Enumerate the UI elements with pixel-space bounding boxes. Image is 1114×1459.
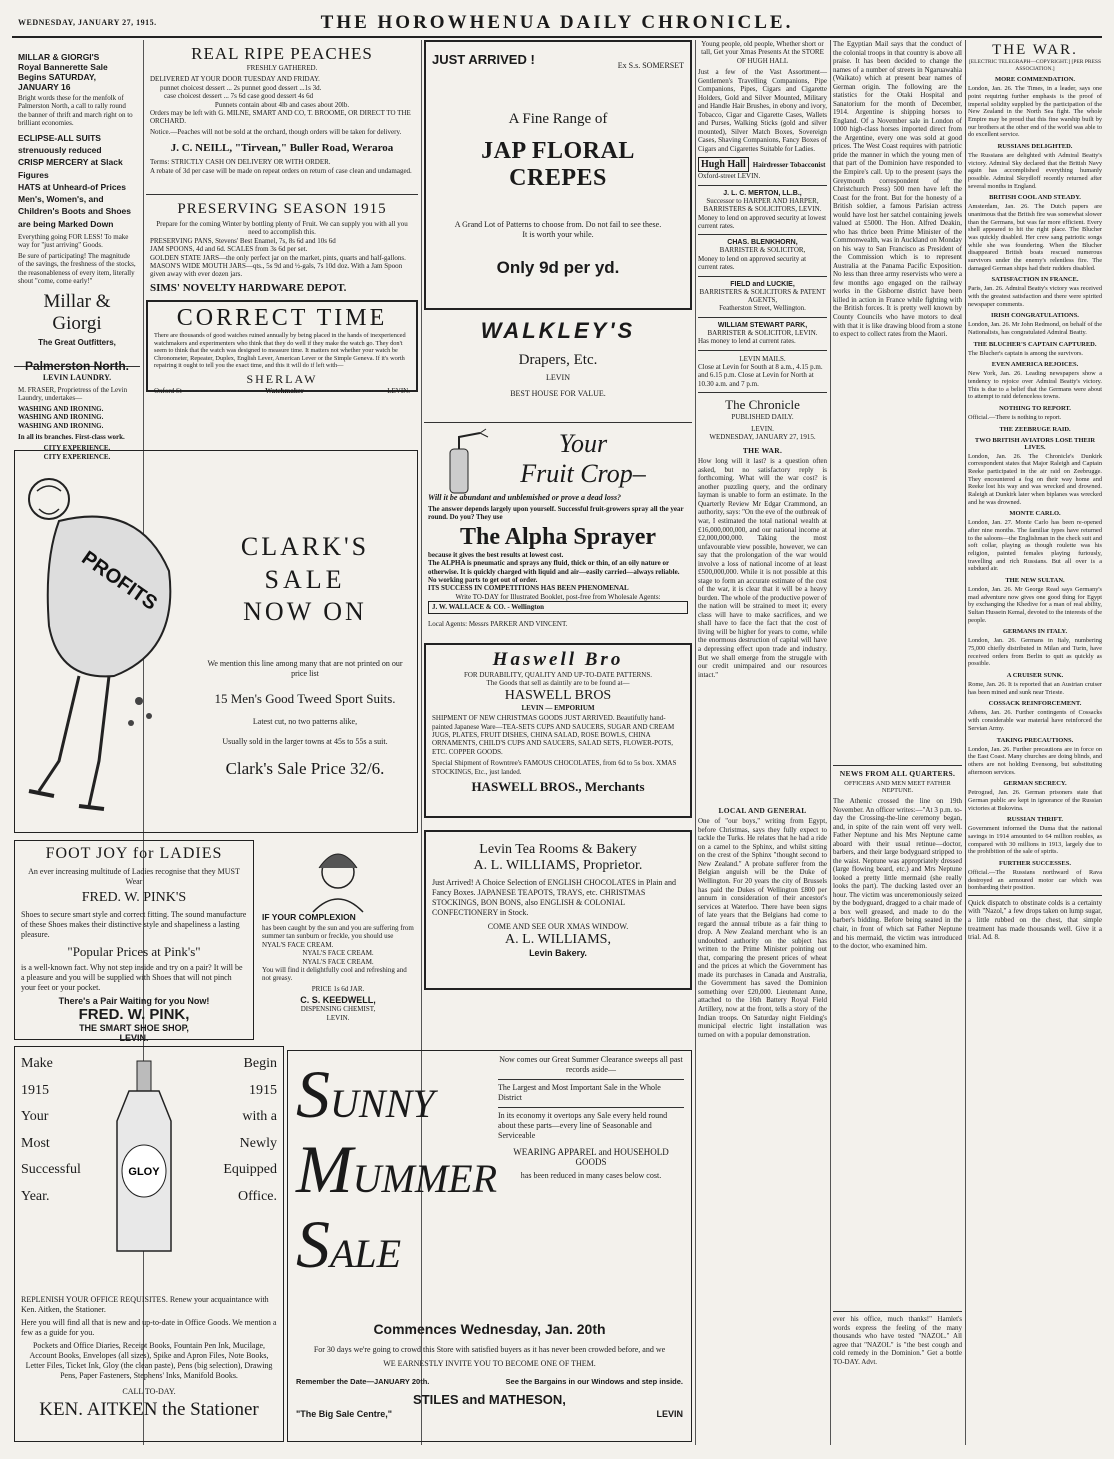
merton-name: J. L. C. MERTON, LL.B.,: [723, 189, 802, 197]
just-arrived: JUST ARRIVED !: [432, 52, 535, 67]
clarks-copy: [205, 531, 405, 779]
millar-sale: Royal Bannerette Sale: [18, 62, 108, 72]
millar-giorgi-ad: [14, 40, 140, 374]
clarks-latest: Latest cut, no two patterns alike,: [252, 716, 358, 726]
walkley-best: BEST HOUSE FOR VALUE.: [510, 389, 606, 398]
sunny-invite: WE EARNESTLY INVITE YOU TO BECOME ONE OF THEM.: [383, 1359, 596, 1368]
office-line2: Here you will find all that is new and up-to-date in Office Goods. We mention a few as a guide for you.: [21, 1318, 277, 1337]
ship-name: Ex S.s. SOMERSET: [617, 61, 684, 70]
peaches-ad: [146, 40, 418, 188]
clarks-sale-ad: [14, 450, 418, 833]
hugh-hall-addr: Oxford-street LEVIN.: [698, 172, 761, 181]
alpha-name: The Alpha Sprayer: [459, 523, 657, 550]
correct-time-footer: [154, 387, 410, 395]
news-quarters-body: The Athenic crossed the line on 19th November. An officer writes:—"At 3 p.m. to-day the Crossing-the-line ceremony began, and, in spite of the rain went off very well. Father Neptune and his Mrs Neptune came aboard with their usual retinue—doctor, barbers, and their large bodyguard stripped to the waist. Neptune was appropriately dressed (large flowing beard, etc.) and Mrs Neptune looked a pretty little mermaid (she really looks the part). The ducking lasted over an hour. The victim was unceremoniously seized by the bodyguard, dragged to a chair made of a box well greased, and made to do the barber's bidding. Before being seated in the chair, in front of which sat Father Neptune and his mermaid, the victim was introduced to the doctor, who examined him.: [833, 797, 962, 951]
laundry-line: WASHING AND IRONING.: [18, 413, 104, 422]
sunny-r1: Now comes our Great Summer Clearance sweeps all past records aside—: [499, 1055, 683, 1074]
sunny-r5: has been reduced in many cases below cost.: [520, 1171, 662, 1180]
preserving-intro: Prepare for the coming Winter by bottling plenty of Fruit. We can supply you with all you need to accomplish this.: [156, 220, 408, 237]
war-item-body: New York, Jan. 26. Leading newspapers show a tendency to rejoice over Admiral Beatty's victory. This is due to a belief that the Germans were about to attempt to raid defenceless towns.: [968, 370, 1102, 401]
war-item-body: London, Jan. 26. The Times, in a leader, says one point requiring further emphasis is the proof of imperial solidity supplied by the participation of the New Zealand in the North Sea fight. The whole Empire may be proud that this fine warship built by our brothers at the other end of the world was able to do excellent service.: [968, 85, 1102, 139]
masthead-title: THE HOROWHENUA DAILY CHRONICLE.: [320, 12, 794, 33]
divider: [698, 276, 827, 277]
local-general-head: LOCAL AND GENERAL: [718, 806, 807, 816]
sprayer-illustration: [430, 431, 490, 501]
laundry-head: LEVIN LAUNDRY.: [42, 373, 112, 382]
lady-portrait-illustration: [303, 842, 373, 912]
tea-body: Just Arrived! A Choice Selection of ENGLISH CHOCOLATES in Plain and Fancy Boxes. JAPANESE TEAPOTS, TRAYS, etc. CHRISTMAS STOCKINGS, BON BONS, also ENGLISH & COLONIAL CONFECTIONERY in Stock.: [432, 878, 676, 917]
footjoy-shop: THE SMART SHOE SHOP,: [79, 1023, 189, 1033]
column-5: [833, 40, 962, 1445]
summer-ummer: UMMER: [352, 1155, 498, 1201]
chronicle-sub: PUBLISHED DAILY.: [731, 413, 794, 422]
footjoy-title: FOOT JOY for LADIES: [45, 845, 223, 862]
war-items: [968, 76, 1102, 892]
correct-time-town: LEVIN.: [387, 386, 410, 395]
sunny-centre: "The Big Sale Centre,": [296, 1409, 393, 1419]
correct-time-name: SHERLAW: [246, 371, 318, 386]
war-item-body: Official.—The Russians northward of Rava destroyed an armoured motor car which was bombarding their position.: [968, 868, 1102, 892]
office-right-line: Begin: [243, 1056, 277, 1071]
chronicle-levin: LEVIN.: [751, 424, 774, 433]
stewart-park-role: BARRISTER & SOLICITOR, LEVIN.: [707, 328, 818, 337]
laundry-branches: In all its branches. First-class work.: [18, 432, 125, 441]
office-right-line: Office.: [238, 1188, 277, 1204]
millar-item: HATS at Unheard-of Prices: [18, 181, 127, 192]
mails-head: LEVIN MAILS.: [739, 354, 786, 363]
crepes-patterns: A Grand Lot of Patterns to choose from. Do not fail to see these. It is worth your while.: [454, 220, 662, 239]
office-left-line: Most: [21, 1135, 50, 1151]
fruit-title2: Fruit Crop–: [520, 459, 646, 488]
office-left: [21, 1051, 91, 1291]
sunny-firm: STILES and MATHESON,: [413, 1392, 566, 1407]
column-3: [424, 40, 692, 1040]
fruit-question: Will it be abundant and unblemished or prove a dead loss?: [428, 493, 622, 502]
haswell-special: Special Shipment of Rowntree's FAMOUS CHOCOLATES, from 6d to 5s box. XMAS STOCKINGS, Etc., just landed.: [432, 759, 677, 776]
haswell-name: HASWELL BROS: [504, 687, 612, 703]
news-quarters-head: NEWS FROM ALL QUARTERS.: [833, 765, 962, 778]
war-item-head: RUSSIANS DELIGHTED.: [997, 142, 1073, 150]
correct-time-role: Watchmaker: [265, 386, 304, 395]
sunny-line: [296, 1057, 496, 1132]
sunny-days: For 30 days we're going to crowd this Store with satisfied buyers as it has never been crowded before, and we: [313, 1345, 666, 1354]
war-item-body: London, Jan. 26. Further precautions are in force on the East Coast. Many churches are doing blinds, and others are not holding Evensong, but substituting afternoon services.: [968, 745, 1102, 776]
mails-body: Close at Levin for South at 8 a.m., 4.15 p.m. and 6.15 p.m. Close at Levin for North at 10.30 a.m. and 7 p.m.: [698, 362, 823, 388]
walkley-drapers: Drapers, Etc.: [518, 352, 598, 368]
war-item-body: Petrograd, Jan. 26. German prisoners state that German public are kept in ignorance of the Russian victories at Bukovina.: [968, 789, 1102, 812]
alpha-body: The ALPHA is pneumatic and sprays any fluid, thick or thin, of an oily nature or otherwise. It is quickly charged with liquid and air—easily carried—always reliable. No working parts to get out of order.: [428, 559, 680, 584]
hugh-hall-name: Hugh Hall: [698, 157, 749, 172]
war-item-body: Rome, Jan. 26. It is reported that an Austrian cruiser has been mined and sunk near Trieste.: [968, 681, 1102, 696]
divider: [698, 185, 827, 186]
profits-illustration: [19, 461, 189, 821]
footjoy-ad: [14, 840, 254, 1043]
office-right-line: Newly: [239, 1135, 277, 1151]
war-item-body: The Blucher's captain is among the survivors.: [968, 349, 1083, 357]
divider: [698, 350, 827, 351]
sunny-summer-sale-ad: [287, 1050, 692, 1442]
profits-word: PROFITS: [77, 546, 162, 615]
walkley-name: WALKLEY'S: [480, 318, 636, 343]
war-item-body: Paris, Jan. 26. Admiral Beatty's victory was received with the greatest satisfaction and there were spirited newspaper comments.: [968, 285, 1102, 308]
sunny-commences: Commences Wednesday, Jan. 20th: [373, 1321, 606, 1337]
correct-time-title: CORRECT TIME: [176, 305, 388, 331]
complexion-name: C. S. KEEDWELL,: [300, 995, 376, 1006]
field-luckie-role: BARRISTERS & SOLICITORS & PATENT AGENTS,: [699, 287, 826, 304]
preserving-depot: SIMS' NOVELTY HARDWARE DEPOT.: [150, 281, 347, 294]
clarks-l3: NOW ON: [243, 597, 367, 626]
war-item-head: RUSSIAN THRIFT.: [1006, 816, 1064, 824]
war-item-body: London, Jan. 26. Mr John Redmond, on behalf of the Nationalists, has congratulated Admiral Beatty.: [968, 321, 1102, 336]
column-rule: [965, 40, 966, 1445]
editorial-head: THE WAR.: [742, 446, 783, 456]
sunny-r3: In its economy it overtops any Sale every held round about these parts—every line of Seasonable and Serviceable: [498, 1107, 684, 1141]
footjoy-town: LEVIN.: [119, 1033, 149, 1043]
war-item-body: Amsterdam, Jan. 26. The Dutch papers are unanimous that the British fire was somewhat slower than the Germans, but was far more efficient. Every shell appeared to hit the right place. The Blucher was quickly disabled. Her crew sang patriotic songs while she was foundering. When the Blucher disappeared British boats rescued numerous survivors under the enemy's relentless fire. The damaged German ships had their rudders disabled.: [968, 203, 1102, 272]
war-item-body: London, Jan. 26. Germans in Italy, numbering 75,000 chiefly distributed in Milan and Turin, have received orders from Berlin to quit as quickly as possible.: [968, 637, 1102, 668]
war-item-head: FURTHER SUCCESSES.: [998, 859, 1071, 867]
office-left-line: 1915: [21, 1082, 49, 1098]
war-item-body: The Russians are delighted with Admiral Beatty's victory. Admiral Sky declared that the British Navy again has accomplished everything humanly possible. Admiral Skrydloff recently returned after several months in England.: [968, 151, 1102, 190]
war-item-body: Government informed the Duma that the national savings in 1914 amounted to 64 million roubles, as compared with 30 millions in 1913, largely due to the prohibition of the sale of spirits.: [968, 825, 1102, 856]
haswell-body: SHIPMENT OF NEW CHRISTMAS GOODS JUST ARRIVED. Beautifully hand-painted Japanese Ware—TEA-SETS CUPS AND SAUCERS, SUGAR AND CREAM JUGS, PLATES, FRUIT DISHES, CHINA SALAD, ROSE BOWLS, CHINA ORNAMENTS, CHILD'S CUPS AND SAUCERS, SALAD SETS, FLOWER-POTS, ETC. COPPER GOODS.: [432, 714, 675, 756]
war-item-body: London, Jan. 26. Mr George Read says Germany's mad adventure now gives one good thing for Egypt by exchanging the Khedive for a man of real ability, Sultan Hussein Kemal, devoted to the interests of the people.: [968, 586, 1102, 624]
walkley-levin: LEVIN: [546, 373, 570, 382]
office-top: [21, 1051, 277, 1291]
war-item-head: THE NEW SULTAN.: [1005, 577, 1065, 585]
divider: [146, 194, 418, 195]
chronicle-title: The Chronicle: [725, 397, 800, 413]
office-left-line: Your: [21, 1109, 49, 1125]
sunny-bottom: [296, 1321, 683, 1419]
column-rule: [695, 40, 696, 1445]
sale-line: [296, 1207, 496, 1282]
correct-time-address: Oxford St: [154, 386, 182, 395]
peaches-notice: Notice.—Peaches will not be sold at the orchard, though orders will be taken for delivery.: [150, 127, 402, 136]
sunny-see: See the Bargains in our Windows and step inside.: [505, 1377, 683, 1386]
office-line1: REPLENISH YOUR OFFICE REQUISITES. Renew your acquaintance with Ken. Aitken, the Stationer.: [21, 1295, 269, 1314]
chronicle-date: WEDNESDAY, JANUARY 27, 1915.: [709, 432, 816, 441]
office-right: [197, 1051, 277, 1291]
office-right-line: Equipped: [223, 1162, 277, 1178]
preserving-line: PRESERVING PANS, Stevens' Best Enamel, 7s, 8s 6d and 10s 6d: [150, 236, 336, 245]
sunny-town: LEVIN: [656, 1409, 683, 1419]
war-item-head: BRITISH COOL AND STEADY.: [989, 194, 1081, 202]
office-call: CALL TO-DAY.: [122, 1387, 176, 1396]
office-right-line: 1915: [249, 1082, 277, 1098]
sunny-letters: [296, 1057, 496, 1281]
millar-head: MILLAR & GIORGI'S: [18, 52, 100, 62]
walkley-ad: [424, 316, 692, 416]
war-title: THE WAR.: [992, 42, 1078, 58]
war-item-head: TWO BRITISH AVIATORS LOSE THEIR LIVES.: [974, 436, 1096, 451]
war-item-head: IRISH CONGRATULATIONS.: [991, 312, 1079, 320]
summer-line: [296, 1132, 496, 1207]
divider: [424, 422, 692, 423]
blenkhorn-role: BARRISTER & SOLICITOR,: [719, 246, 806, 255]
tea-name: A. L. WILLIAMS, Proprietor.: [473, 858, 643, 873]
peaches-orders: Orders may be left with G. MILNE, SMART AND CO, T. BROOME, OR DIRECT TO THE ORCHARD.: [150, 108, 411, 126]
alpha-sprayer-ad: [424, 427, 692, 637]
millar-body: Be sure of participating! The magnitude of the savings, the freshness of the stocks, the reasonableness of every item, literally shout "come, come early!": [18, 251, 136, 286]
clarks-l1: CLARK'S: [240, 532, 370, 561]
preserving-title: PRESERVING SEASON 1915: [177, 201, 387, 217]
divider: [698, 317, 827, 318]
sunny-unny: UNNY: [330, 1081, 435, 1126]
column-4: [698, 40, 827, 1445]
clarks-usually: Usually sold in the larger towns at 45s to 55s a suit.: [222, 736, 388, 746]
peaches-name: J. C. NEILL, "Tirvean," Buller Road, Weraroa: [170, 142, 394, 155]
fine-range: A Fine Range of: [508, 111, 608, 127]
war-item-body: Official.—There is nothing to report.: [968, 414, 1062, 422]
hugh-hall-role: Hairdresser Tobacconist: [752, 160, 826, 169]
clarks-l2: SALE: [264, 564, 346, 594]
clarks-mention: We mention this line among many that are not printed on our price list: [207, 658, 403, 678]
peaches-title: REAL RIPE PEACHES: [191, 44, 373, 63]
summer-m: M: [296, 1130, 353, 1207]
complexion-body: has been caught by the sun and you are suffering from summer tan sunburn or freckle, you should use NYAL'S FACE CREAM.: [262, 924, 414, 949]
war-telegraph: [ELECTRIC TELEGRAPH—COPYRIGHT.] [PER PRESS ASSOCIATION.]: [968, 59, 1102, 72]
complexion-town: LEVIN.: [326, 1013, 350, 1022]
clarks-price: Clark's Sale Price 32/6.: [225, 758, 385, 778]
millar-town: Palmerston North.: [24, 359, 129, 374]
office-left-line: Successful: [21, 1162, 81, 1178]
peaches-terms: Terms: STRICTLY CASH ON DELIVERY OR WITH ORDER.: [150, 158, 331, 167]
war-item-head: EVEN AMERICA REJOICES.: [991, 361, 1079, 369]
field-luckie-addr: Featherston Street, Wellington.: [719, 304, 806, 313]
footjoy-waiting: There's a Pair Waiting for you Now!: [58, 996, 210, 1006]
alpha-success: ITS SUCCESS IN COMPETITIONS HAS BEEN PHENOMENAL: [428, 584, 629, 593]
footjoy-name: FRED. W. PINK'S: [81, 890, 187, 905]
millar-intro: Bright words these for the menfolk of Palmerston North, a call to rally round the banner of thrift and march right on to brilliant economies.: [18, 94, 133, 128]
complexion-price: PRICE 1s 6d JAR.: [311, 984, 365, 993]
blenkhorn-money: Money to lend on approved security at current rates.: [698, 254, 807, 272]
haswell-ad: [424, 643, 692, 818]
divider: [698, 392, 827, 393]
general-news-body: The Egyptian Mail says that the conduct of the colonial troops in that country is above all praise. It has been decided to change the names of a number of streets in Ngaruawahia (Waikato) which at present bear names of German origin. The following are the statistics for the Otaki Hospital and Sanatorium for the month of December, 1914. Argentine is shipping horses to England. Of a November sale in London of 1000 high-class horses imported direct from the Argentine, every one was sold at good prices. The West Coast requires with patriotic pride the manner in which the young men of that part of the Dominion have responded to the Empire's call. Up to the present (says the Greymouth correspondent of the Christchurch Press) 500 men have left the Coast for the front. But for the honesty of a British soldier, a famous Parisian actress would have lost her satchel containing jewels valued at £5000. The Hon. Alfred Deakin, who has thrice been Prime Minister of the Commonwealth, was in Auckland on Monday on his way to San Francisco as President of the Commission which is to represent Australia at the Panama Pacific Exposition. No less than three army reservists who were a few months ago engaged on the railway works in the Gisborne district have been killed in action in France while fighting with the British forces. It is pretty well known by County Councils who have motors to deal with that it is like drawing blood from a stone to expect to collect rates from the Maori.: [833, 40, 962, 339]
millar-item: Men's, Women's, and Children's Boots and Shoes are being Marked Down: [18, 194, 132, 229]
millar-small: Everything going FOR LESS! To make way for "just arriving" Goods.: [18, 233, 129, 250]
masthead: [12, 10, 1102, 38]
haswell-title: Haswell Bro: [492, 649, 624, 670]
hugh-hall-intro: Young people, old people, Whether short or tall, Get your Xmas Presents At the STORE OF HUGH HALL: [701, 40, 824, 65]
hugh-hall-body: Just a few of the Vast Assortment— Gentlemen's Travelling Companions, Pipe Companions, Pipes, Cigars and Cigarette Holders, Gold and Silver Mounted, Military and Handle Hair Brushes, in ebony and ivory, Tobacco, Cigar and Cigarette Cases, Wallets and Purses, Walking Sticks (gold and silver mounted), Silver Match Boxes, Sovereign Cases, Shaving Companions, Fancy Boxes of Cigars and Cigarettes Suitable for Ladies.: [698, 68, 827, 153]
levin-tea-rooms-ad: [424, 830, 692, 990]
peaches-deliver: DELIVERED AT YOUR DOOR TUESDAY AND FRIDAY.: [150, 75, 320, 84]
millar-item: CRISP MERCERY at Slack Figures: [18, 157, 123, 180]
sunny-s: S: [296, 1056, 330, 1132]
complexion-ad: [258, 840, 418, 1040]
war-item-head: COSSACK REINFORCEMENT.: [988, 700, 1082, 708]
office-left-line: Make: [21, 1056, 53, 1071]
haswell-levin: LEVIN — EMPORIUM: [521, 703, 595, 712]
hugh-hall-sign: [698, 157, 827, 172]
war-item-head: GERMANS IN ITALY.: [1002, 628, 1068, 636]
war-nazol-ad: Quick dispatch to obstinate colds is a certainty with "Nazol," a few drops taken on lump sugar, a little rubbed on the chest, that simple treatment has made thousands well. Give it a trial. Ad. 8.: [968, 895, 1102, 942]
fruit-title1: Your: [558, 429, 608, 458]
tea-bakery: Levin Bakery.: [529, 948, 587, 958]
divider: [698, 234, 827, 235]
laundry-city: CITY EXPERIENCE.: [43, 452, 111, 461]
millar-item: ECLIPSE-ALL SUITS strenuously reduced: [18, 132, 102, 155]
war-item-body: London, Jan. 26. The Chronicle's Dunkirk correspondent states that Major Raleigh and Captain Reeke participated in the air raid on Zeebrugge. They encountered a fog on their way home and Reeke lost his way and was wrecked and drowned. Raleigh at Dunkirk later when biplanes was wrecked and he was drowned.: [968, 452, 1102, 506]
war-item-body: Athens, Jan. 26. Further contingents of Cossacks with considerable war material have reinforced the Servian Army.: [968, 709, 1102, 732]
merton-money: Money to lend on approved security at lowest current rates.: [698, 213, 827, 231]
editorial-body: How long will it last? is a question often asked, but no satisfactory reply is forthcoming. What will the war cost? is another puzzling query, and the ordinary layman is unable to form an estimate. In the Quarterly Review Mr Edgar Crammond, an authority, says: "On the eve of the outbreak of war, I estimated the total national wealth at £16,000,000,000, and our national income at £2,000,000,000. Taking the most unfavourable view possible, however, we can say that the prolongation of the war would involve a loss of national income of at least £500,000,000. While it is not possible at this stage to form an accurate estimate of the cost of the war, it is clear that it will be a heavy burden. The whole of the productive power of the nation will be strained to meet it; every class will have to make sacrifices, and we shall have to face the fact that the cost of living will be higher for years to come, while the enormous destruction of capital will have a depressing effect upon trade and industry. But we shall emerge from the struggle with our credit unimpaired and our resources intact.": [698, 457, 827, 679]
haswell-foot: HASWELL BROS., Merchants: [471, 778, 645, 794]
millar-begins: Begins SATURDAY, JANUARY 16: [18, 72, 96, 92]
millar-tag: The Great Outfitters,: [38, 338, 116, 348]
nazol-ad: ever his office, much thanks!" Hamlet's words express the feeling of the many thousands who have tested "NAZOL." All agree that "NAZOL" is "the best cough and cold remedy in the Dominion." Get a bottle TO-DAY. Advt.: [833, 1311, 962, 1366]
office-name: KEN. AITKEN the Stationer: [39, 1399, 259, 1420]
sunny-centre-row: [296, 1409, 683, 1419]
column-2-top: [146, 40, 418, 395]
jap-crepes-title: JAP FLORAL CREPES: [481, 138, 635, 191]
sale-ale: ALE: [330, 1230, 402, 1276]
peaches-fresh: FRESHLY GATHERED.: [246, 64, 318, 72]
preserving-line: MASON'S WIDE MOUTH JARS—qts., 5s 9d and ½-gals, 7s 10d doz. With a Jam Spoon given away with ever dozen jars.: [150, 261, 403, 279]
peaches-rebate: A rebate of 3d per case will be made on repeat orders on return of case clean and undamaged.: [150, 166, 412, 175]
laundry-line: WASHING AND IRONING.: [18, 404, 104, 413]
laundry-text: M. FRASER, Proprietress of the Levin Laundry, undertakes—: [18, 386, 128, 403]
war-item-head: GERMAN SECRECY.: [1003, 780, 1067, 788]
war-item-head: NOTHING TO REPORT.: [999, 405, 1071, 413]
stewart-park-money: Has money to lend at current rates.: [698, 337, 796, 346]
complexion-body2: You will find it delightfully cool and refreshing and not greasy.: [262, 965, 407, 983]
tea-title: Levin Tea Rooms & Bakery: [479, 842, 637, 857]
tea-come: COME AND SEE OUR XMAS WINDOW.: [487, 922, 629, 931]
war-item-head: SATISFACTION IN FRANCE.: [991, 276, 1079, 284]
column-rule: [830, 40, 831, 1445]
alpha-because: because it gives the best results at lowest cost.: [428, 550, 564, 559]
peaches-price: punnet choicest dessert ... 2s punnet good dessert ...1s 3d.: [160, 83, 322, 92]
sale-s: S: [296, 1205, 330, 1282]
peaches-price: case choicest dessert ... 7s 6d case good dessert 4s 6d: [164, 92, 314, 101]
masthead-date: WEDNESDAY, JANUARY 27, 1915.: [18, 18, 157, 27]
haswell-dur: FOR DURABILITY, QUALITY AND UP-TO-DATE PATTERNS.: [463, 671, 653, 679]
fruit-answer: The answer depends largely upon yourself. Successful fruit-growers spray all the year round. Do you? They use: [428, 505, 684, 522]
sunny-r2: The Largest and Most Important Sale in the Whole District: [498, 1079, 684, 1103]
preserving-line: JAM SPOONS, 4d and 6d. SCALES from 3s 6d per set.: [150, 245, 308, 254]
sunny-copy: [498, 1055, 684, 1181]
field-luckie-name: FIELD and LUCKIE,: [730, 280, 795, 288]
gloy-label: GLOY: [128, 1166, 160, 1178]
alpha-write: Write TO-DAY for Illustrated Booklet, post-free from Wholesale Agents:: [455, 592, 661, 601]
laundry-city: CITY EXPERIENCE.: [43, 444, 111, 453]
tea-owner: A. L. WILLIAMS,: [505, 932, 611, 947]
stewart-park-name: WILLIAM STEWART PARK,: [717, 321, 808, 329]
sunny-remember-row: [296, 1377, 683, 1386]
preserving-ad: [146, 199, 418, 294]
blenkhorn-name: CHAS. BLENKHORN,: [727, 239, 798, 247]
war-item-body: London, Jan. 27. Monte Carlo has been re-opened after nine months. The familiar types have returned to the saloons—the Englishman in the check suit and soft collar, playing as though roulette was his religion, painted females playing furiously, travelling and rich Russians. But all over is a subdued air.: [968, 519, 1102, 573]
column-6: [968, 40, 1102, 1445]
war-item-head: MONTE CARLO.: [1009, 510, 1061, 518]
clarks-suits: 15 Men's Good Tweed Sport Suits.: [214, 690, 396, 706]
news-quarters-sub: OFFICERS AND MEN MEET FATHER NEPTUNE.: [844, 780, 951, 794]
merton-successor: Successor to HARPER AND HARPER, BARRISTERS & SOLICITORS, LEVIN.: [703, 196, 822, 214]
jap-crepes-ad: [424, 40, 692, 310]
footjoy-body: Shoes to secure smart style and correct fitting. The sound manufacture of these Shoes makes their distinctive style and shapeliness a lasting pleasure.: [21, 910, 247, 939]
millar-name: Millar & Giorgi: [43, 291, 111, 335]
footjoy-body2: is a well-known fact. Why not step inside and try on a pair? It will be a pleasure and you will be supplied with Shoes that will not pinch your feet or your pocket.: [21, 963, 243, 992]
alpha-agent: J. W. WALLACE & CO. - Wellington: [428, 601, 688, 613]
laundry-line: WASHING AND IRONING.: [18, 421, 104, 430]
war-item-head: MORE COMMENDATION.: [994, 76, 1076, 84]
war-item-head: A CRUISER SUNK.: [1006, 672, 1064, 680]
war-item-head: THE BLUCHER'S CAPTAIN CAPTURED.: [973, 340, 1097, 348]
office-left-line: Year.: [21, 1188, 50, 1204]
office-line3: Pockets and Office Diaries, Receipt Books, Fountain Pen Ink, Mucilage, Account Books, Envelopes (all sizes), Spike and Apron Files, Note Books, Letter Files, Ticket Ink, Gloy (the clean paste), Pens (big selection), Drawing Pens, Paper Fasteners, Stephens' Inks, Manifold Books.: [25, 1341, 273, 1380]
sunny-remember: Remember the Date—JANUARY 20th.: [296, 1377, 430, 1386]
haswell-goods: The Goods that sell as daintily are to be found at—: [486, 679, 630, 688]
footjoy-popular: "Popular Prices at Pink's": [67, 944, 201, 959]
local-general-body: One of "our boys," writing from Egypt, before Christmas, says they fully expect to tackle the Turks. He relates that he had a ride on a camel to the Sphinx, and whilst sitting on the crest of the Sphinx "thought second to New Zealand." A probate sufferer from the Belgian anguish will be the Duke of Wellington. For 20 years the city of Brussels has paid the Dukes of Wellington £800 per annum in consideration of their ancestor's services at Waterloo. There have been signs of late years that the Belgians had come to regard the annual tribute as a fair thing to drop. A New Zealand merchant who is an undoubted authority on the subject has written to the Prime Minister pointing out that, comparing the present prices of wheat and the prices at which the Government has made its purchases in Canada and Australia, the Government has saved the Dominion something over £20,000. Lieutenant Anne, attached to the 16th Battery Royal Field Artillery, now at the front, tells a story of the Indian troops. On Saturday night Fielding's municipal electric light installation was turned on with a popular demonstration.: [698, 817, 827, 1039]
war-item-head: THE ZEEBRUGE RAID.: [999, 425, 1071, 433]
correct-time-body: There are thousands of good watches ruined annually by being placed in the hands of inexperienced watchmakers and experimenters who think that they do well if they make the watch go. They don't seem to think that the watch was designed to measure time. It matters not whether your watch be Chronometer, Repeater, Duplex, English Lever, American Lever or the Simple Geneva. If it's worth repairing it ought to tell you the exact time, and this it will do if left with—: [154, 332, 406, 370]
complexion-title: IF YOUR COMPLEXION: [262, 912, 356, 922]
correct-time-ad: [146, 300, 418, 395]
alpha-local-agents: Local Agents: Messrs PARKER AND VINCENT.: [428, 619, 568, 628]
war-item-head: TAKING PRECAUTIONS.: [996, 736, 1074, 744]
office-right-line: with a: [242, 1109, 277, 1125]
crepes-price: Only 9d per yd.: [496, 258, 620, 277]
footjoy-name2: FRED. W. PINK,: [78, 1006, 190, 1023]
preserving-line: GOLDEN STATE JARS—the only perfect jar on the market, pints, quarts and half-gallons.: [150, 253, 406, 262]
complexion-cream: NYAL'S FACE CREAM.: [302, 957, 374, 966]
sunny-r4: WEARING APPAREL and HOUSEHOLD GOODS: [513, 1147, 669, 1167]
ken-aitken-ad: [14, 1046, 284, 1442]
gloy-bottle-illustration: [99, 1051, 189, 1271]
complexion-role: DISPENSING CHEMIST,: [300, 1005, 376, 1014]
complexion-cream: NYAL'S FACE CREAM.: [302, 949, 374, 958]
peaches-punnets: Punnets contain about 4lb and cases about 20lb.: [214, 100, 350, 109]
footjoy-line1: An ever increasing multitude of Ladies recognise that they MUST Wear: [28, 867, 240, 886]
